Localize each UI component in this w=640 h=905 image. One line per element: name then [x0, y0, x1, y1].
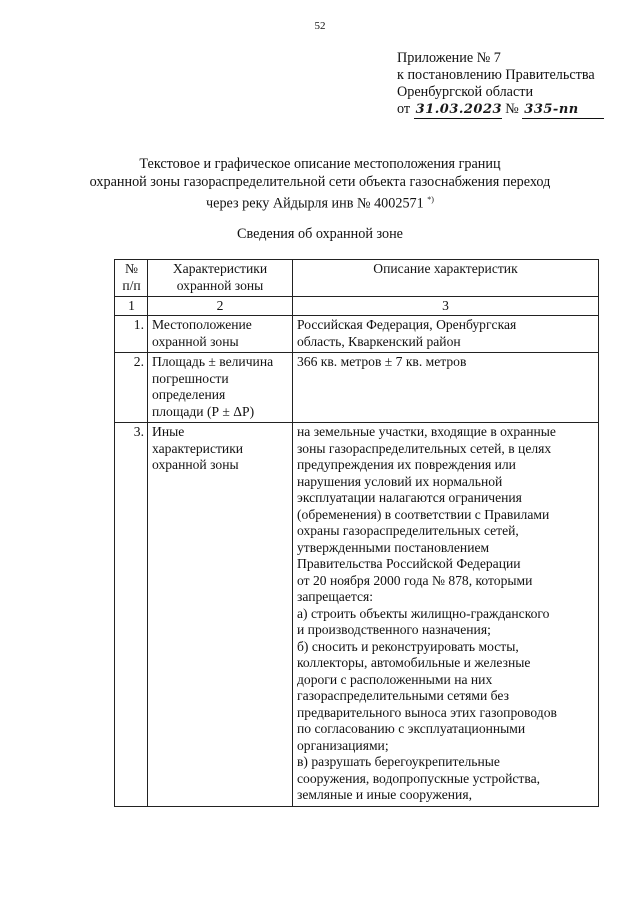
header-number-line: № — [125, 261, 138, 276]
text-line: дороги с расположенными на них — [297, 671, 493, 687]
header-characteristics — [148, 260, 293, 297]
text-line: в) разрушать берегоукрепительные — [297, 754, 500, 769]
appendix-block — [397, 50, 627, 119]
row-description — [293, 316, 599, 353]
from-label: от — [397, 101, 411, 117]
text-line: область, Кваркенский район — [297, 333, 461, 349]
text-line: определения — [152, 387, 226, 402]
text-line: предварительного выноса этих газопроводов — [297, 704, 557, 720]
text-line: Площадь ± величина — [152, 354, 274, 369]
document-title — [40, 155, 600, 213]
title-line-1: Текстовое и графическое описание местоположения границ — [139, 156, 501, 172]
handwritten-number: 335-пп — [522, 101, 604, 119]
row-description — [293, 423, 599, 807]
footnote-mark: *) — [427, 195, 434, 204]
text-line: по согласованию с эксплуатационными — [297, 721, 526, 736]
appendix-line-1: Приложение № 7 — [397, 50, 501, 66]
text-line: Иные — [152, 424, 185, 439]
appendix-date-line — [397, 101, 627, 119]
text-line: а) строить объекты жилищно-гражданского — [297, 605, 550, 621]
text-line: и производственного назначения; — [297, 622, 491, 637]
text-line: Российская Федерация, Оренбургская — [297, 317, 517, 332]
table-row — [115, 316, 599, 353]
appendix-line-3: Оренбургской области — [397, 84, 534, 100]
row-number: 1. — [115, 316, 148, 353]
text-line: б) сносить и реконструировать мосты, — [297, 638, 519, 654]
header-characteristics-line: охранной зоны — [176, 277, 264, 293]
text-line: утвержденными постановлением — [297, 539, 490, 555]
text-line: коллекторы, автомобильные и железные — [297, 655, 531, 670]
header-number-line: п/п — [122, 277, 141, 293]
header-description: Описание характеристик — [293, 260, 599, 297]
text-line: эксплуатации налагаются ограничения — [297, 490, 522, 505]
text-line: предупреждения их повреждения или — [297, 457, 516, 472]
table-row — [115, 423, 599, 807]
row-number: 3. — [115, 423, 148, 807]
column-number: 2 — [148, 297, 293, 316]
row-description — [293, 353, 599, 423]
handwritten-date: 31.03.2023 — [415, 102, 503, 117]
section-subtitle: Сведения об охранной зоне — [237, 226, 403, 242]
title-line-3-text: через реку Айдырля инв № 4002571 — [206, 195, 424, 212]
page-number: 52 — [314, 20, 326, 32]
title-line-3 — [40, 191, 600, 213]
column-number: 3 — [293, 297, 599, 316]
title-line-2: охранной зоны газораспределительной сети объекта газоснабжения переход — [89, 174, 551, 190]
header-characteristics-line: Характеристики — [172, 261, 268, 276]
text-line: (обременения) в соответствии с Правилами — [297, 506, 550, 522]
text-line: запрещается: — [297, 589, 374, 604]
text-line: характеристики — [152, 440, 244, 456]
row-characteristic — [148, 316, 293, 353]
text-line: охранной зоны — [152, 333, 239, 349]
text-line: 366 кв. метров ± 7 кв. метров — [297, 354, 467, 369]
text-line: газораспределительными сетями без — [297, 688, 509, 703]
text-line: охраны газораспределительных сетей, — [297, 523, 519, 538]
text-line: земляные и иные сооружения, — [297, 787, 472, 802]
text-line: зоны газораспределительных сетей, в целях — [297, 440, 552, 456]
table-header-row — [115, 260, 599, 297]
text-line: площади (Р ± ΔР) — [152, 403, 255, 419]
text-line: Местоположение — [152, 317, 252, 332]
text-line: охранной зоны — [152, 457, 239, 472]
text-line: организациями; — [297, 737, 389, 753]
row-characteristic — [148, 353, 293, 423]
row-number: 2. — [115, 353, 148, 423]
number-label: № — [505, 101, 519, 117]
table-row — [115, 353, 599, 423]
protection-zone-table — [114, 259, 599, 807]
text-line: на земельные участки, входящие в охранные — [297, 424, 556, 439]
text-line: нарушения условий их нормальной — [297, 473, 503, 489]
column-number-row — [115, 297, 599, 316]
appendix-line-2: к постановлению Правительства — [397, 67, 595, 83]
text-line: сооружения, водопропускные устройства, — [297, 770, 541, 786]
header-number — [115, 260, 148, 297]
text-line: от 20 ноября 2000 года № 878, которыми — [297, 572, 533, 588]
row-characteristic — [148, 423, 293, 807]
text-line: погрешности — [152, 370, 229, 386]
column-number: 1 — [115, 297, 148, 316]
text-line: Правительства Российской Федерации — [297, 556, 521, 571]
